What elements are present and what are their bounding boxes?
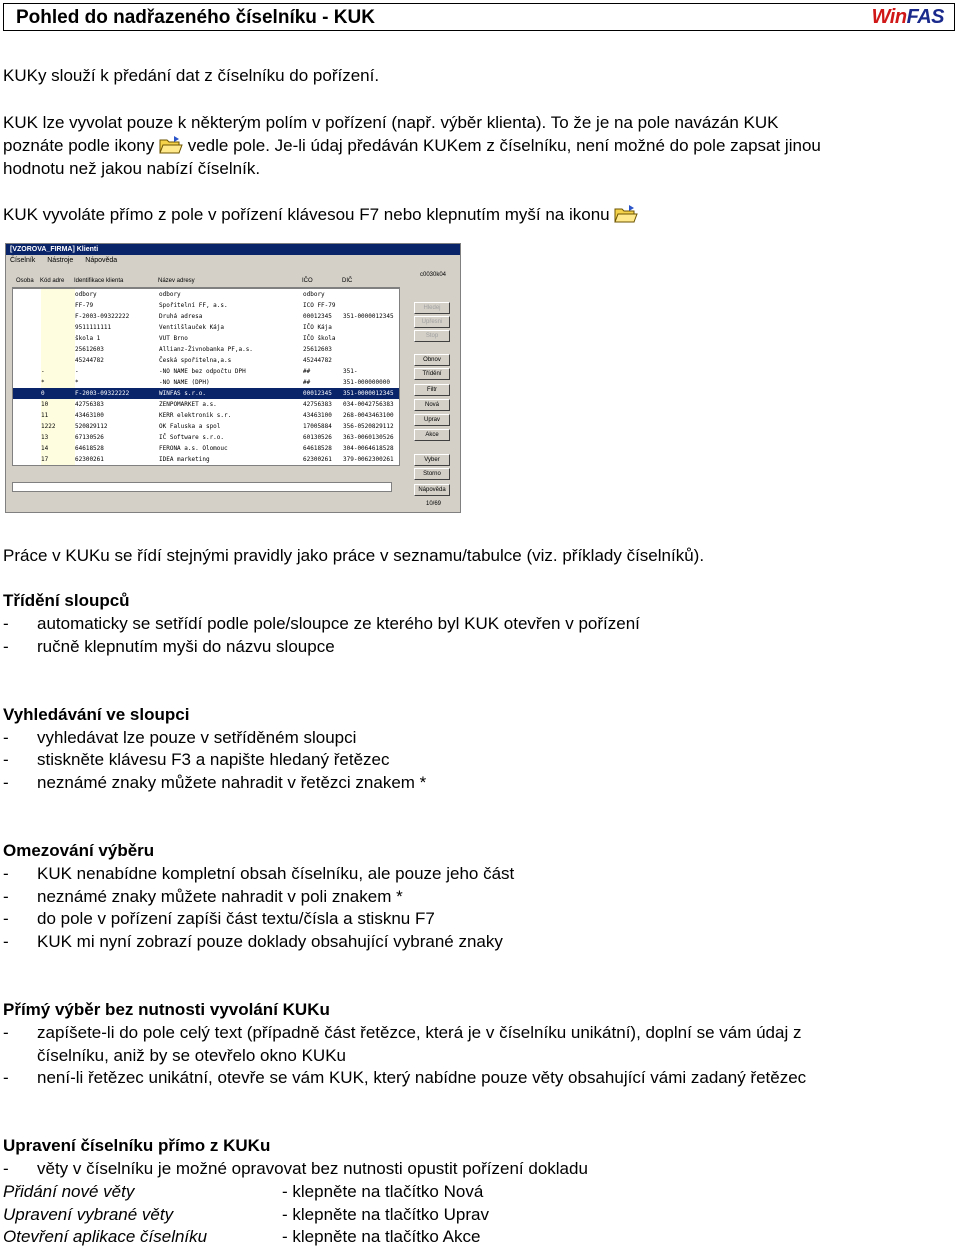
- dialog-button: Třídění: [414, 368, 450, 380]
- action-label: Otevření aplikace číselníku: [3, 1227, 208, 1246]
- table-row: [13, 399, 399, 410]
- table-cell: 45244782: [303, 357, 332, 364]
- column-header: Název adresy: [158, 278, 195, 284]
- table-row: [13, 388, 399, 399]
- table-cell: ICO FF-79: [303, 302, 336, 309]
- section-title-limit: Omezování výběru: [3, 841, 155, 860]
- window-code: c0030k04: [420, 272, 447, 278]
- table-cell: -: [41, 368, 45, 375]
- table-cell: odbory: [159, 291, 181, 298]
- window-menu: [6, 255, 460, 266]
- table-cell: -: [75, 368, 79, 375]
- dialog-button: Hledej: [414, 302, 450, 314]
- list-item: - automaticky se setřídí podle pole/sloupce ze kterého byl KUK otevřen v pořízení: [3, 614, 640, 633]
- list-item: - do pole v pořízení zapíši část textu/čísla a stisknu F7: [3, 909, 435, 928]
- intro-paragraph-3: KUK vyvoláte přímo z pole v pořízení klávesou F7 nebo klepnutím myší na ikonu: [3, 203, 638, 226]
- section-title-sort: Třídění sloupců: [3, 591, 130, 610]
- column-header: Osoba: [16, 278, 34, 284]
- list-item: - KUK mi nyní zobrazí pouze doklady obsahující vybrané znaky: [3, 932, 503, 951]
- menu-item: Číselník: [10, 257, 36, 264]
- table-cell: 379-0062300261: [343, 456, 394, 463]
- action-description: - klepněte na tlačítko Akce: [282, 1227, 481, 1246]
- table-row: [13, 377, 399, 388]
- table-cell: Ventilšlauček Kája: [159, 324, 225, 331]
- table-row: [13, 333, 399, 344]
- section-title-direct: Přímý výběr bez nutnosti vyvolání KUKu: [3, 1000, 330, 1019]
- table-cell: *: [75, 379, 79, 386]
- dialog-button: Akce: [414, 429, 450, 441]
- column-header: Kód adre: [40, 278, 65, 284]
- table-cell: IČO Kája: [303, 324, 332, 331]
- column-header: IČO: [302, 278, 313, 284]
- dialog-button: Filtr: [414, 384, 450, 396]
- list-item: - ručně klepnutím myši do názvu sloupce: [3, 637, 335, 656]
- table-cell: 351-: [343, 368, 358, 375]
- table-row: [13, 355, 399, 366]
- section-title-edit: Upravení číselníku přímo z KUKu: [3, 1136, 271, 1155]
- table-cell: ZENPOMARKET a.s.: [159, 401, 217, 408]
- table-cell: VUT Brno: [159, 335, 188, 342]
- table-row: [13, 344, 399, 355]
- table-cell: 13: [41, 434, 49, 441]
- table-cell: 45244782: [75, 357, 104, 364]
- action-label: Přidání nové věty: [3, 1182, 135, 1201]
- table-cell: 64618528: [303, 445, 332, 452]
- list-item: - věty v číselníku je možné opravovat bez nutnosti opustit pořízení dokladu: [3, 1159, 588, 1178]
- table-cell: F-2003-09322222: [75, 313, 130, 320]
- table-row: [13, 443, 399, 454]
- list-item: - vyhledávat lze pouze v setříděném sloupci: [3, 728, 357, 747]
- table-cell: Allianz-Živnobanka PF,a.s.: [159, 346, 253, 353]
- intro-paragraph-1: KUKy slouží k předání dat z číselníku do pořízení.: [3, 66, 380, 85]
- table-cell: 43463100: [303, 412, 332, 419]
- horizontal-scrollbar: [12, 482, 392, 492]
- table-cell: 034-0042756383: [343, 401, 394, 408]
- menu-item: Nápověda: [85, 257, 118, 264]
- dialog-button: Storno: [414, 468, 450, 480]
- intro-paragraph-2-line2: poznáte podle ikony vedle pole. Je-li údaj předáván KUKem z číselníku, není možné do pole zapsat jinou: [3, 136, 821, 155]
- table-cell: 351-0000012345: [343, 390, 394, 397]
- table-row: [13, 432, 399, 443]
- table-cell: 9511111111: [75, 324, 112, 331]
- table-cell: 363-0060130526: [343, 434, 394, 441]
- dialog-button: Nápověda: [414, 484, 450, 496]
- table-cell: 17005884: [303, 423, 332, 430]
- folder-open-icon: [614, 204, 638, 224]
- table-cell: 268-0043463100: [343, 412, 394, 419]
- table-cell: 25612603: [75, 346, 104, 353]
- table-cell: 67130526: [75, 434, 104, 441]
- table-cell: *: [41, 379, 45, 386]
- table-cell: OK Faluska a spol: [159, 423, 221, 430]
- column-header: Identifikace klienta: [74, 278, 124, 284]
- table-row: [13, 410, 399, 421]
- table-cell: WINFAS s.r.o.: [159, 390, 206, 397]
- dialog-button: Obnov: [414, 354, 450, 366]
- list-item: - neznámé znaky můžete nahradit v poli znakem *: [3, 887, 403, 906]
- list-item: - zapíšete-li do pole celý text (případně část řetězce, která je v číselníku unikátní), doplní se vám údaj z: [3, 1023, 802, 1042]
- table-cell: 62300261: [75, 456, 104, 463]
- table-cell: 42756383: [303, 401, 332, 408]
- table-cell: 304-0064618528: [343, 445, 394, 452]
- table-cell: 43463100: [75, 412, 104, 419]
- page-title: Pohled do nadřazeného číselníku - KUK: [16, 7, 375, 28]
- table-cell: 00012345: [303, 313, 332, 320]
- dialog-button: Stop: [414, 330, 450, 342]
- intro-paragraph-2-line1: KUK lze vyvolat pouze k některým polím v pořízení (např. výběr klienta). To že je na pole navázán KUK: [3, 113, 779, 132]
- intro-paragraph-2-line3: hodnotu než jakou nabízí číselník.: [3, 159, 261, 178]
- table-row: [13, 366, 399, 377]
- table-row: [13, 421, 399, 432]
- table-cell: Spořitelní FF, a.s.: [159, 302, 228, 309]
- list-item-continuation: číselníku, aniž by se otevřelo okno KUKu: [37, 1046, 346, 1065]
- winfas-logo: WinFAS: [871, 6, 944, 28]
- dialog-button: Vyber: [414, 454, 450, 466]
- table-cell: 25612603: [303, 346, 332, 353]
- table-cell: 351-0000012345: [343, 313, 394, 320]
- table-cell: 42756383: [75, 401, 104, 408]
- action-label: Upravení vybrané věty: [3, 1205, 174, 1224]
- dialog-button: Uprav: [414, 414, 450, 426]
- table-cell: odbory: [75, 291, 97, 298]
- table-cell: ##: [303, 379, 311, 386]
- folder-open-icon: [159, 135, 183, 155]
- grid-header: [12, 277, 400, 288]
- table-cell: 10: [41, 401, 49, 408]
- page-header: [3, 3, 955, 31]
- table-cell: škola 1: [75, 335, 101, 342]
- table-cell: Česká spořitelna,a.s: [159, 357, 232, 364]
- table-cell: Druhá adresa: [159, 313, 203, 320]
- table-cell: 17: [41, 456, 49, 463]
- table-cell: -NO NAME bez odpočtu DPH: [159, 368, 246, 375]
- table-cell: 00012345: [303, 390, 332, 397]
- table-cell: ##: [303, 368, 311, 375]
- table-cell: IDEA marketing: [159, 456, 210, 463]
- table-cell: IČ Software s.r.o.: [159, 434, 225, 441]
- list-item: - neznámé znaky můžete nahradit v řetězci znakem *: [3, 773, 427, 792]
- table-cell: F-2003-09322222: [75, 390, 130, 397]
- table-cell: odbory: [303, 291, 325, 298]
- dialog-button: Upřesni: [414, 316, 450, 328]
- section-title-search: Vyhledávání ve sloupci: [3, 705, 190, 724]
- list-item: - KUK nenabídne kompletní obsah číselníku, ale pouze jeho část: [3, 864, 515, 883]
- action-description: - klepněte na tlačítko Uprav: [282, 1205, 489, 1224]
- table-row: [13, 454, 399, 465]
- window-title: [VZOROVA_FIRMA] Klienti: [6, 244, 460, 255]
- dialog-button: Nová: [414, 399, 450, 411]
- table-row: [13, 289, 399, 300]
- grid-rows: [12, 288, 400, 466]
- table-cell: 351-000000000: [343, 379, 390, 386]
- paragraph-rules: Práce v KUKu se řídí stejnými pravidly jako práce v seznamu/tabulce (viz. příklady číselníků).: [3, 546, 705, 565]
- list-item: - stiskněte klávesu F3 a napište hledaný řetězec: [3, 750, 390, 769]
- table-cell: 62300261: [303, 456, 332, 463]
- table-cell: 11: [41, 412, 49, 419]
- table-cell: 1222: [41, 423, 56, 430]
- table-row: [13, 300, 399, 311]
- table-cell: -NO NAME (DPH): [159, 379, 210, 386]
- table-cell: 520829112: [75, 423, 108, 430]
- table-cell: KERR elektronik s.r.: [159, 412, 232, 419]
- table-cell: FERONA a.s. Olomouc: [159, 445, 228, 452]
- menu-item: Nástroje: [47, 257, 74, 264]
- table-cell: 14: [41, 445, 49, 452]
- table-cell: 64618528: [75, 445, 104, 452]
- table-cell: 356-0520829112: [343, 423, 394, 430]
- table-cell: 60130526: [303, 434, 332, 441]
- record-count: 10/69: [426, 501, 442, 507]
- list-item: - není-li řetězec unikátní, otevře se vám KUK, který nabídne pouze věty obsahující vámi zadaný řetězec: [3, 1068, 807, 1087]
- action-description: - klepněte na tlačítko Nová: [282, 1182, 484, 1201]
- column-header: DIČ: [342, 278, 353, 284]
- table-cell: IČO škola: [303, 335, 336, 342]
- table-row: [13, 322, 399, 333]
- table-cell: FF-79: [75, 302, 94, 309]
- table-row: [13, 311, 399, 322]
- table-cell: 0: [41, 390, 45, 397]
- kuk-window-screenshot: [5, 243, 461, 513]
